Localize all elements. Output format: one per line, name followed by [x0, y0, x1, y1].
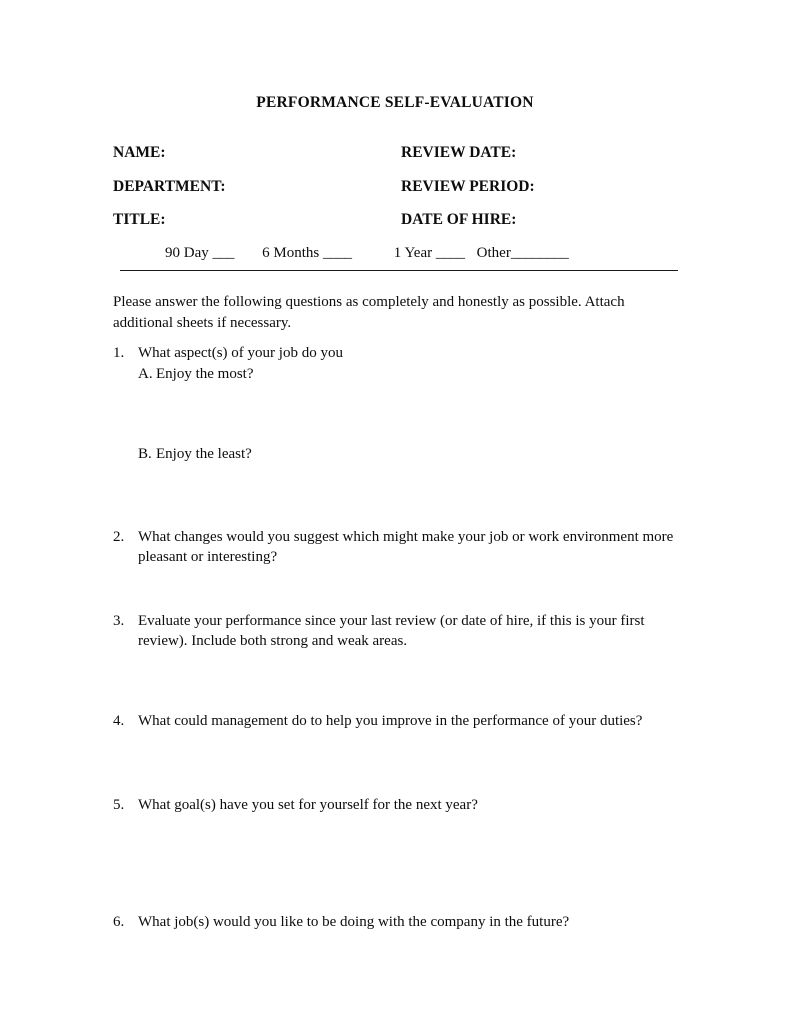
period-option-other [477, 245, 569, 262]
review-period-options [165, 245, 685, 262]
period-option-label: 1 Year [393, 245, 433, 261]
field-label-department: DEPARTMENT: [113, 177, 226, 195]
period-option-blank[interactable]: ____ [322, 245, 352, 261]
question-text: Evaluate your performance since your last review (or date of hire, if this is your first review). Include both strong and weak areas. [138, 613, 645, 649]
question-1-subitem-b [113, 443, 688, 464]
instructions-paragraph: Please answer the following questions as completely and honestly as possible. Attach additional sheets if necessary. [113, 294, 625, 331]
field-label-review-date: REVIEW DATE: [401, 144, 517, 161]
question-text: What could management do to help you improve in the performance of your duties? [138, 713, 643, 729]
field-label-date-of-hire: DATE OF HIRE: [401, 211, 517, 228]
period-option-label: 90 Day [165, 245, 209, 261]
period-option-1-year [394, 245, 465, 262]
period-option-90-day [165, 245, 234, 262]
question-number: 5. [113, 797, 125, 813]
question-2 [113, 527, 688, 567]
field-label-grid [113, 144, 693, 245]
subitem-row [138, 444, 688, 464]
field-label-title: TITLE: [113, 211, 166, 228]
field-label-name: NAME: [113, 144, 166, 161]
question-number: 6. [113, 914, 125, 930]
subitem-text: Enjoy the least? [156, 446, 252, 462]
header-divider-rule [120, 270, 678, 271]
question-text: What aspect(s) of your job do you [138, 345, 343, 361]
question-6 [113, 912, 688, 932]
question-1-subitem-a [138, 364, 688, 384]
period-option-blank[interactable]: ___ [212, 245, 235, 261]
period-option-6-months [262, 245, 352, 262]
question-number: 1. [113, 345, 125, 361]
subitem-letter: B. [138, 446, 152, 462]
field-row [113, 211, 693, 245]
question-number: 3. [113, 613, 125, 629]
question-text: What job(s) would you like to be doing with the company in the future? [138, 914, 570, 930]
page-title: PERFORMANCE SELF-EVALUATION [256, 94, 534, 111]
question-5 [113, 795, 688, 815]
question-4 [113, 711, 688, 731]
period-option-label: 6 Months [262, 245, 320, 261]
period-option-label: Other [476, 245, 511, 261]
field-row [113, 178, 693, 212]
question-text: What changes would you suggest which might make your job or work environment more pleasant or interesting? [138, 529, 674, 565]
period-option-blank[interactable]: ________ [510, 245, 569, 261]
subitem-text: Enjoy the most? [156, 366, 254, 382]
subitem-letter: A. [138, 366, 153, 382]
question-number: 2. [113, 529, 125, 545]
question-1 [113, 343, 688, 384]
question-number: 4. [113, 713, 125, 729]
field-label-review-period: REVIEW PERIOD: [401, 177, 535, 195]
period-option-blank[interactable]: ____ [435, 245, 465, 261]
question-text: What goal(s) have you set for yourself for the next year? [138, 797, 478, 813]
field-row [113, 144, 693, 178]
question-3 [113, 611, 688, 651]
